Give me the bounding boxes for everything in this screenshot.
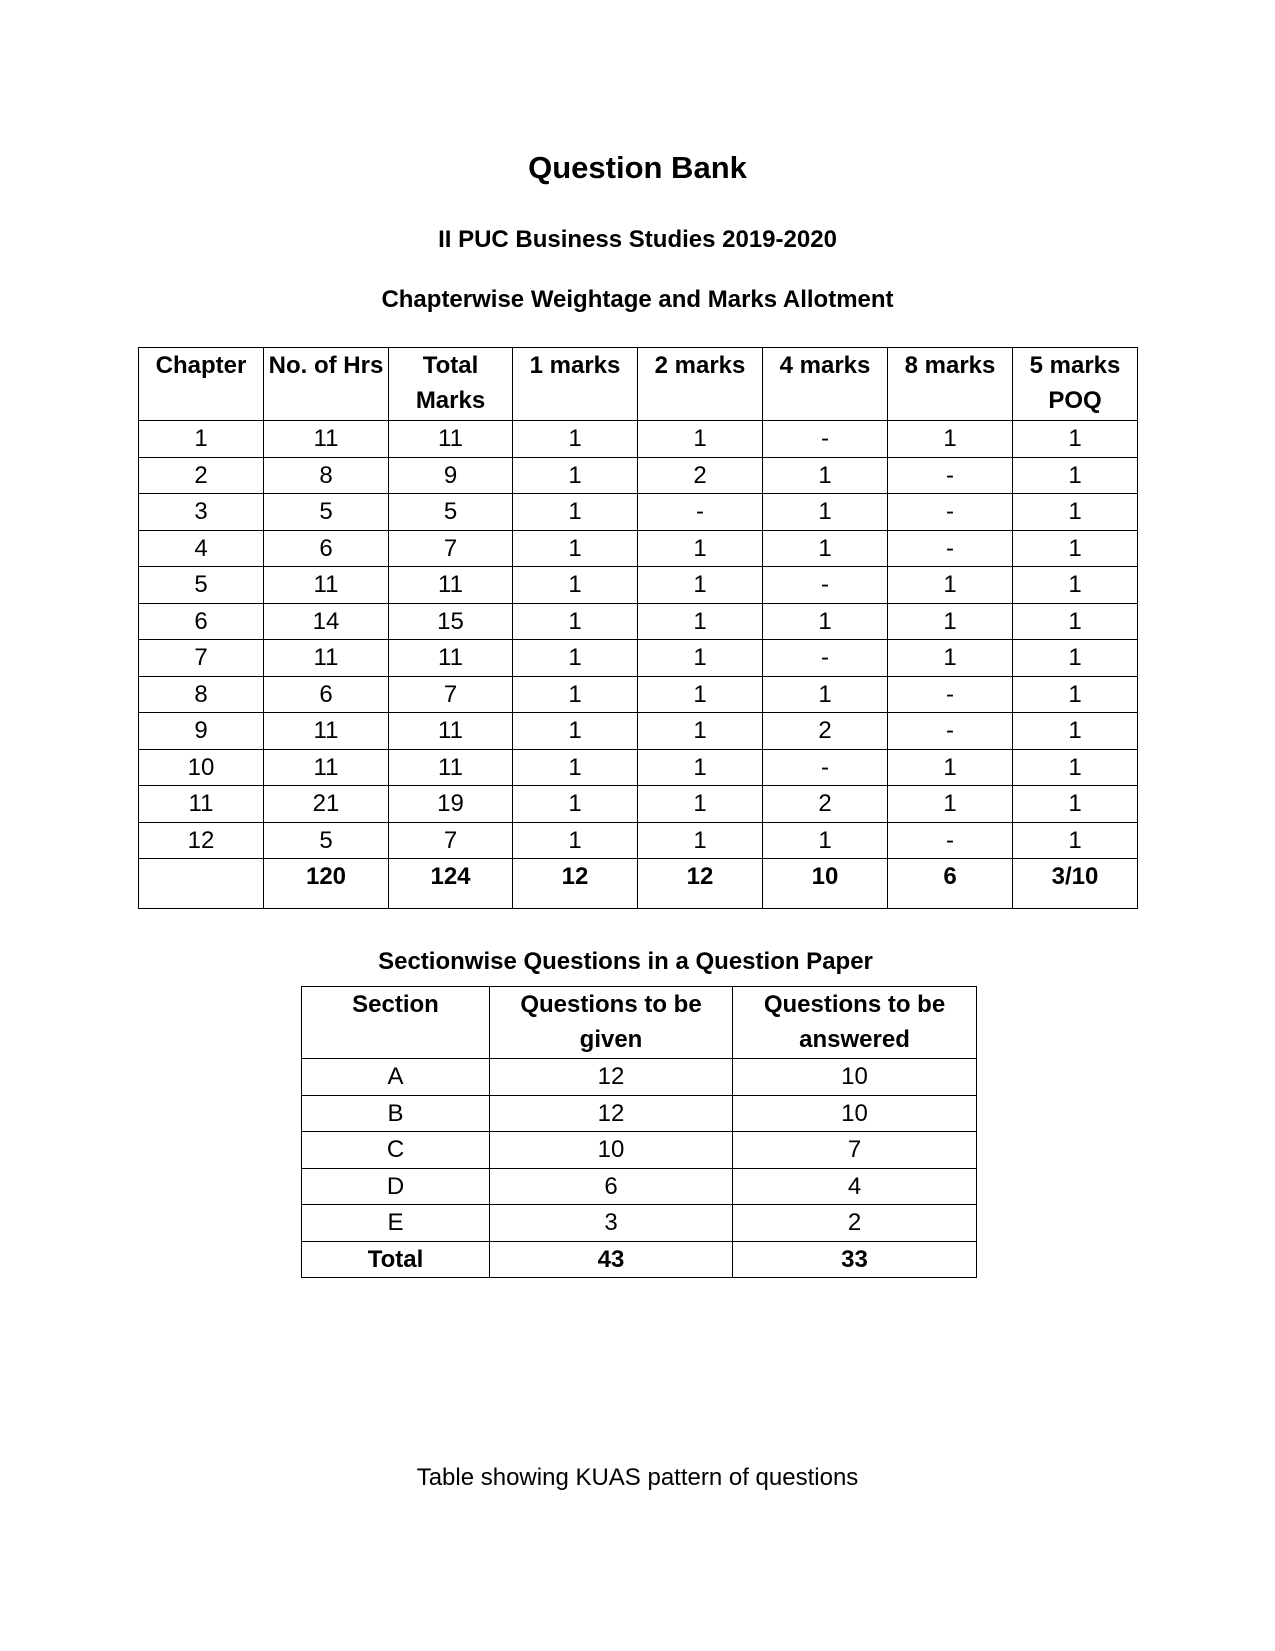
- table-cell: 1: [1013, 640, 1138, 677]
- table-cell: 1: [638, 713, 763, 750]
- totals-row: [139, 859, 1138, 909]
- table-cell: C: [302, 1132, 490, 1169]
- table-cell: 5: [264, 494, 389, 531]
- table-cell: 1: [1013, 530, 1138, 567]
- total-cell: 12: [513, 859, 638, 909]
- table-cell: 11: [139, 786, 264, 823]
- table-cell: 8: [264, 457, 389, 494]
- table-cell: 11: [264, 640, 389, 677]
- table-cell: 1: [638, 640, 763, 677]
- header-cell: Questions to be answered: [733, 987, 977, 1059]
- table-row: [139, 786, 1138, 823]
- table-cell: 19: [389, 786, 513, 823]
- table-header-row: [302, 987, 977, 1059]
- table-cell: 1: [513, 749, 638, 786]
- table-cell: 1: [513, 676, 638, 713]
- sectionwise-heading: Sectionwise Questions in a Question Paper: [378, 948, 873, 975]
- table-cell: 1: [513, 530, 638, 567]
- table-cell: 6: [264, 676, 389, 713]
- table-cell: -: [888, 494, 1013, 531]
- table-cell: 7: [389, 822, 513, 859]
- table-cell: 1: [513, 567, 638, 604]
- table-cell: 11: [389, 749, 513, 786]
- table-cell: 7: [389, 530, 513, 567]
- table-cell: -: [763, 749, 888, 786]
- table-cell: 4: [139, 530, 264, 567]
- total-cell: 12: [638, 859, 763, 909]
- table-cell: 1: [513, 786, 638, 823]
- table-cell: 2: [733, 1205, 977, 1242]
- table-row: [139, 530, 1138, 567]
- sectionwise-questions-table: [301, 986, 977, 1278]
- table-cell: 1: [513, 457, 638, 494]
- table-cell: -: [763, 640, 888, 677]
- table-cell: 11: [264, 421, 389, 458]
- table-cell: 11: [389, 640, 513, 677]
- table-row: [139, 713, 1138, 750]
- table-cell: 1: [139, 421, 264, 458]
- table-cell: 5: [139, 567, 264, 604]
- table-row: [139, 494, 1138, 531]
- table-row: [139, 457, 1138, 494]
- table-cell: 7: [389, 676, 513, 713]
- table-cell: 4: [733, 1168, 977, 1205]
- table-cell: 2: [139, 457, 264, 494]
- table-cell: -: [638, 494, 763, 531]
- table-cell: -: [888, 530, 1013, 567]
- chapterwise-heading: Chapterwise Weightage and Marks Allotment: [381, 286, 894, 313]
- table-row: [139, 640, 1138, 677]
- table-cell: -: [888, 713, 1013, 750]
- table-cell: 14: [264, 603, 389, 640]
- table-cell: 1: [638, 421, 763, 458]
- header-cell: 1 marks: [513, 348, 638, 421]
- table-row: [139, 603, 1138, 640]
- table-cell: 2: [763, 786, 888, 823]
- table-cell: B: [302, 1095, 490, 1132]
- total-cell: 6: [888, 859, 1013, 909]
- table-cell: 1: [763, 676, 888, 713]
- table-cell: 2: [638, 457, 763, 494]
- table-row: [139, 676, 1138, 713]
- table-cell: 6: [139, 603, 264, 640]
- total-cell: 43: [490, 1241, 733, 1278]
- table-cell: 11: [389, 713, 513, 750]
- table-cell: 1: [763, 530, 888, 567]
- header-cell: Chapter: [139, 348, 264, 421]
- table-cell: 11: [389, 421, 513, 458]
- table-cell: 1: [1013, 494, 1138, 531]
- table-cell: 12: [490, 1095, 733, 1132]
- table-cell: 11: [264, 713, 389, 750]
- table-cell: E: [302, 1205, 490, 1242]
- header-cell: 8 marks: [888, 348, 1013, 421]
- table-cell: -: [888, 457, 1013, 494]
- total-cell: 120: [264, 859, 389, 909]
- page-title: Question Bank: [528, 150, 747, 185]
- table-cell: D: [302, 1168, 490, 1205]
- table-cell: 1: [1013, 457, 1138, 494]
- table-cell: 9: [139, 713, 264, 750]
- table-cell: 1: [763, 457, 888, 494]
- table-cell: 1: [513, 640, 638, 677]
- table-cell: 3: [490, 1205, 733, 1242]
- table-row: [302, 1059, 977, 1096]
- table-cell: 10: [733, 1095, 977, 1132]
- table-cell: 1: [513, 421, 638, 458]
- total-cell: Total: [302, 1241, 490, 1278]
- table-cell: 1: [638, 749, 763, 786]
- header-cell: Section: [302, 987, 490, 1059]
- table-cell: 5: [389, 494, 513, 531]
- table-cell: 12: [139, 822, 264, 859]
- table-cell: 1: [638, 530, 763, 567]
- table-row: [139, 749, 1138, 786]
- table-row: [302, 1132, 977, 1169]
- table-cell: 1: [763, 822, 888, 859]
- table-cell: 1: [1013, 603, 1138, 640]
- table-cell: 2: [763, 713, 888, 750]
- table-cell: 7: [139, 640, 264, 677]
- table-cell: 1: [513, 603, 638, 640]
- table-row: [139, 421, 1138, 458]
- table-cell: 10: [139, 749, 264, 786]
- table-cell: 3: [139, 494, 264, 531]
- table-cell: 15: [389, 603, 513, 640]
- table-cell: -: [888, 676, 1013, 713]
- header-cell: Questions to be given: [490, 987, 733, 1059]
- total-cell: 10: [763, 859, 888, 909]
- table-cell: 1: [638, 603, 763, 640]
- table-cell: 11: [264, 567, 389, 604]
- table-cell: 1: [888, 567, 1013, 604]
- table-row: [139, 822, 1138, 859]
- table-row: [302, 1168, 977, 1205]
- header-cell: No. of Hrs: [264, 348, 389, 421]
- table-cell: 11: [264, 749, 389, 786]
- header-cell: 2 marks: [638, 348, 763, 421]
- table-cell: 1: [763, 603, 888, 640]
- table-cell: A: [302, 1059, 490, 1096]
- table-cell: 1: [638, 676, 763, 713]
- table-cell: 8: [139, 676, 264, 713]
- table-cell: 10: [490, 1132, 733, 1169]
- table-cell: 9: [389, 457, 513, 494]
- table-row: [139, 567, 1138, 604]
- document-subtitle: II PUC Business Studies 2019-2020: [438, 226, 837, 253]
- table-row: [302, 1205, 977, 1242]
- table-cell: 1: [1013, 567, 1138, 604]
- table-cell: 12: [490, 1059, 733, 1096]
- table-cell: 1: [513, 713, 638, 750]
- table-cell: 1: [513, 494, 638, 531]
- table-cell: 6: [264, 530, 389, 567]
- table-cell: 21: [264, 786, 389, 823]
- total-cell: 124: [389, 859, 513, 909]
- table-cell: -: [763, 421, 888, 458]
- totals-row: [302, 1241, 977, 1278]
- total-cell: [139, 859, 264, 909]
- table-cell: -: [888, 822, 1013, 859]
- table-cell: 1: [638, 822, 763, 859]
- table-cell: 7: [733, 1132, 977, 1169]
- total-cell: 33: [733, 1241, 977, 1278]
- table-header-row: [139, 348, 1138, 421]
- footer-caption: Table showing KUAS pattern of questions: [416, 1464, 859, 1491]
- table-cell: 1: [513, 822, 638, 859]
- table-cell: 1: [888, 749, 1013, 786]
- table-cell: 1: [888, 603, 1013, 640]
- table-cell: 1: [1013, 713, 1138, 750]
- table-cell: 1: [1013, 676, 1138, 713]
- chapterwise-weightage-table: [138, 347, 1138, 909]
- table-cell: 6: [490, 1168, 733, 1205]
- table-cell: 1: [1013, 786, 1138, 823]
- table-row: [302, 1095, 977, 1132]
- header-cell: Total Marks: [389, 348, 513, 421]
- table-cell: 1: [638, 786, 763, 823]
- table-cell: 1: [1013, 749, 1138, 786]
- table-cell: 1: [888, 421, 1013, 458]
- table-cell: -: [763, 567, 888, 604]
- table-cell: 1: [763, 494, 888, 531]
- table-cell: 5: [264, 822, 389, 859]
- table-cell: 1: [888, 640, 1013, 677]
- table-cell: 1: [638, 567, 763, 604]
- header-cell: 4 marks: [763, 348, 888, 421]
- table-cell: 11: [389, 567, 513, 604]
- header-cell: 5 marks POQ: [1013, 348, 1138, 421]
- total-cell: 3/10: [1013, 859, 1138, 909]
- table-cell: 1: [1013, 421, 1138, 458]
- table-cell: 1: [1013, 822, 1138, 859]
- table-cell: 1: [888, 786, 1013, 823]
- table-cell: 10: [733, 1059, 977, 1096]
